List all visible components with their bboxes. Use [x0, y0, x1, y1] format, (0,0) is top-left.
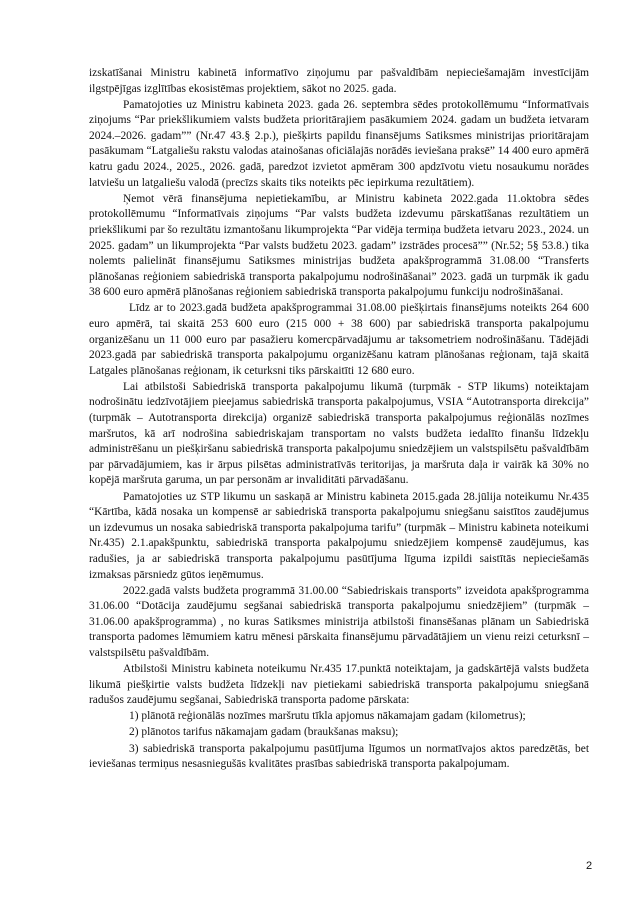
document-body: [89, 66, 589, 773]
page-number: 2: [586, 860, 593, 872]
list-item: 1) plānotā reģionālās nozīmes maršrutu tīkla apjomus nākamajam gadam (kilometrus);: [129, 710, 526, 723]
paragraph-council-review: Atbilstoši Ministru kabineta noteikumu Nr.435 17.punktā noteiktajam, ja gadskārtējā valsts budžeta likumā piešķirtie valsts budžeta līdzekļi nav pietiekami sabiedriskā transporta pakalpojumu sniegšanā radušos zaudējumu segšanai, Sabiedriskā transporta padome pārskata:: [89, 663, 589, 707]
paragraph-funding-latgalian-signs: Pamatojoties uz Ministru kabineta 2023. gada 26. septembra sēdes protokollēmumu “Informatīvais ziņojums “Par priekšlikumiem valsts budžeta prioritārajiem pasākumiem 2024. gadam un budžeta ietvaram 2024.–2026. gadam”” (Nr.47 43.§ 2.p.), piešķirts papildu finansējums Satiksmes ministrijas prioritārajam pasākumam “Latgaliešu rakstu valodas atainošanas oficiālajās norādēs ieviešana praksē” 14 400 euro apmērā katru gadu 2024., 2025., 2026. gadā, paredzot izvietot apmēram 300 apdzīvotu vietu nosaukumu norādes latviešu un latgaliešu valodā (precīzs skaits tiks noteikts pēc iepirkuma rezultātiem).: [89, 98, 589, 189]
paragraph-continuation: izskatīšanai Ministru kabinetā informatīvo ziņojumu par pašvaldībām nepieciešamajām investīcijām ilgstpējīgas izglītības ekosistēmas projektiem, sākot no 2025. gada.: [89, 67, 589, 95]
paragraph-subprogram-31-08-00: Līdz ar to 2023.gadā budžeta apakšprogrammai 31.08.00 piešķirtais finansējums noteikts 264 600 euro apmērā, tai skaitā 253 600 euro (215 000 + 38 600) par sabiedriskā transporta pakalpojumu organizēšanu un 11 000 euro par pasažieru komercpārvadājumu ar taksometriem nodrošināšanu. Tādējādi 2023.gadā par sabiedriskā transporta pakalpojumu organizēšanu katram plānošanas reģionam, tajā skaitā Latgales plānošanas reģionam, ik ceturksni tiks pārskaitīti 12 680 euro.: [89, 302, 589, 377]
paragraph-subprogram-31-06-00: 2022.gadā valsts budžeta programmā 31.00.00 “Sabiedriskais transports” izveidota apakšprogramma 31.06.00 “Dotācija zaudējumu segšanai sabiedriskā transporta pakalpojumu sniedzējiem” (turpmāk – 31.06.00 apakšprogramma) , no kuras Satiksmes ministrija atbilstoši finansēšanas plānam un Sabiedriskā transporta padomes lēmumiem katru mēnesi pārskaita finansējumu pārvadātājiem un vienu reizi ceturksnī – valstspilsētu pašvaldībām.: [89, 584, 589, 659]
list-item: 3) sabiedriskā transporta pakalpojumu pasūtījuma līgumos un normatīvajos aktos paredzētās, bet ieviešanas termiņus nesasniegušās kvalitātes prasības sabiedriskā transporta pakalpojumam.: [89, 742, 589, 771]
list-item: 2) plānotos tarifus nākamajam gadam (braukšanas maksu);: [129, 726, 399, 739]
paragraph-regulation-435: Pamatojoties uz STP likumu un saskaņā ar Ministru kabineta 2015.gada 28.jūlija noteikumu Nr.435 “Kārtība, kādā nosaka un kompensē ar sabiedriskā transporta pakalpojumu sniegšanu saistītos zaudējumus un izdevumus un nosaka sabiedriskā transporta pakalpojuma tarifu” (turpmāk – Ministru kabineta noteikumi Nr.435) 2.1.apakšpunktu, sabiedriskā transporta pakalpojumu sniedzējiem kompensē zaudējumus, kas radušies, ja ar sabiedriskā transporta pakalpojumu pasūtījuma līguma izpildi saistītās nepieciešamās izmaksas pārsniedz gūtos ieņēmumus.: [89, 490, 589, 581]
paragraph-stp-law: Lai atbilstoši Sabiedriskā transporta pakalpojumu likumā (turpmāk - STP likums) noteiktajam nodrošinātu iedzīvotājiem pieejamus sabiedriskā transporta pakalpojumus, VSIA “Autotransporta direkcija” (turpmāk – Autotransporta direkcija) organizē sabiedriskā transporta pakalpojumus reģionālās nozīmes maršrutos, kā arī nodrošina sabiedriskajam transportam no valsts budžeta iedalīto finanšu līdzekļu administrēšanu un piešķiršanu sabiedriskā transporta pakalpojumu sniedzējiem un valstspilsētu pašvaldībām par pārvadājumiem, kas ir ārpus pilsētas administratīvās teritorijas, ja maršruta daļa ir vairāk kā 30% no kopējā maršruta garuma, un par personām ar invaliditāti pārvadāšanu.: [89, 380, 589, 487]
paragraph-planning-regions-funding: Ņemot vērā finansējuma nepietiekamību, ar Ministru kabineta 2022.gada 11.oktobra sēdes protokollēmumu “Informatīvais ziņojums “Par valsts budžeta izdevumu pārskatīšanas rezultātiem un priekšlikumi par šo rezultātu izmantošanu likumprojekta “Par vidēja termiņa budžeta ietvaru 2023., 2024. un 2025. gadam” un likumprojekta “Par valsts budžetu 2023. gadam” izstrādes procesā”” (Nr.52; 5§ 53.8.) tika nolemts palielināt finansējumu Satiksmes ministrijas budžeta apakšprogrammā 31.08.00 “Transferts plānošanas reģioniem sabiedriskā transporta pakalpojumu nodrošināšanai” 2023. gadā un turpmāk ik gadu 38 600 euro apmērā plānošanas reģioniem sabiedriskā transporta pakalpojumu funkciju nodrošināšanai.: [89, 192, 589, 299]
